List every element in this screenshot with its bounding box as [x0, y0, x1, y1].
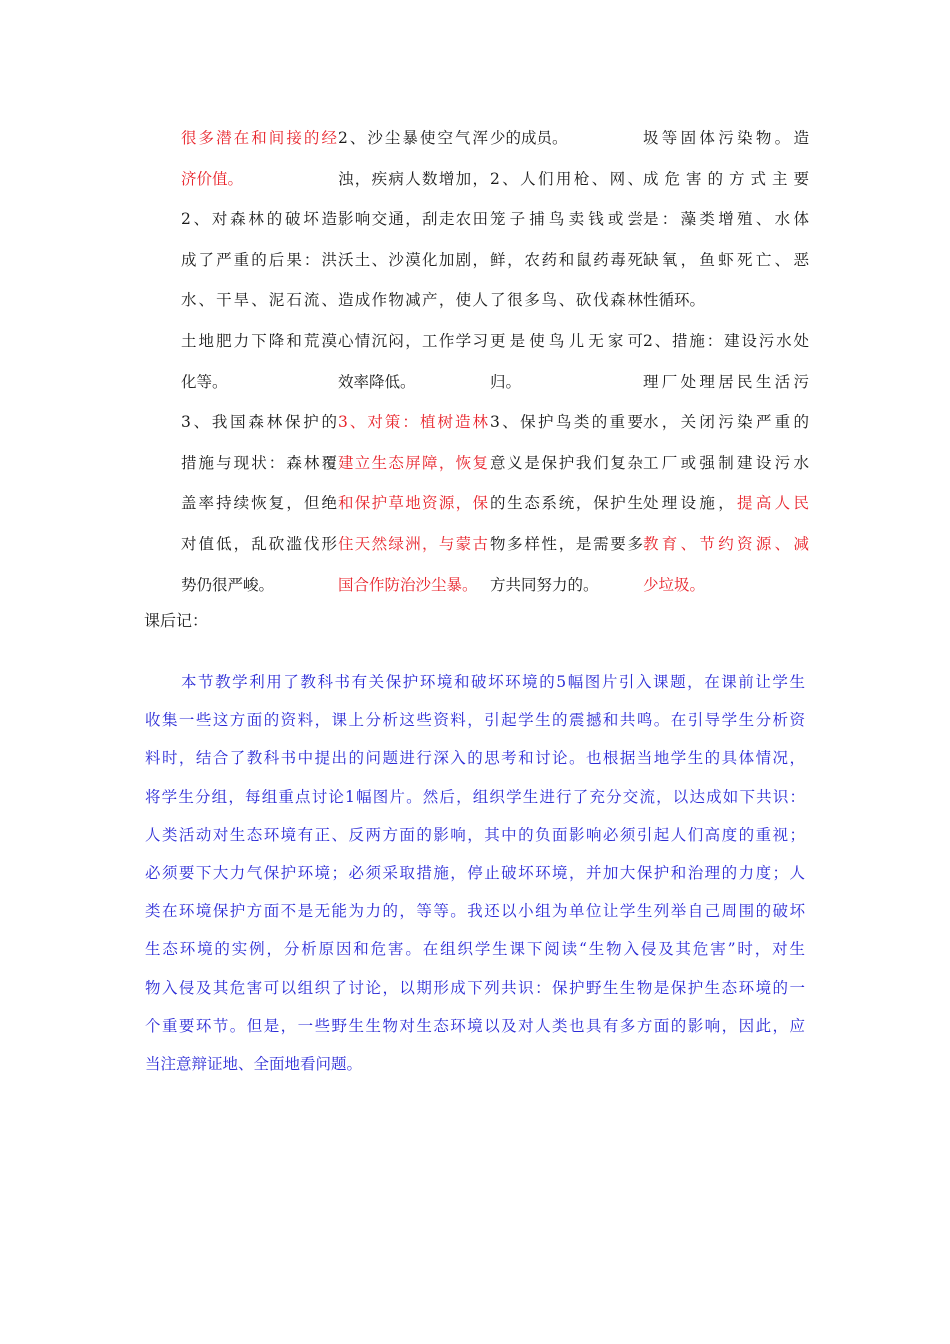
column-1-line: 措施与现状：森林覆	[181, 453, 337, 472]
table-column-4	[643, 118, 809, 605]
reflection-line: 本节教学利用了教科书有关保护环境和破坏环境的5幅图片引入课题，在课前让学生	[181, 673, 805, 691]
column-2-line: 2、沙尘暴使空气浑	[338, 129, 488, 147]
column-3-line: 归。	[490, 372, 522, 391]
column-3-line: 2、人们用枪、网、	[490, 169, 643, 188]
column-2-line: 3、对策：植树造林	[338, 413, 488, 432]
reflection-line: 收集一些这方面的资料，课上分析这些资料，引起学生的震撼和共鸣。在引导学生分析资	[145, 711, 805, 730]
reflection-paragraph	[145, 663, 805, 1083]
column-4-line: 成危害的方式主要	[643, 169, 809, 188]
column-4-line: 水，关闭污染严重的	[643, 413, 809, 432]
column-3-line: 的生态系统，保护生	[490, 494, 643, 513]
column-3-line: 少的成员。	[490, 129, 568, 147]
reflection-line: 人类活动对生态环境有正、反两方面的影响，其中的负面影响必须引起人们高度的重视；	[145, 825, 805, 844]
column-3-line: 意义是保护我们复杂	[490, 453, 643, 472]
column-3-line: 鲜，农药和鼠药毒死	[490, 250, 643, 269]
column-4-line: 圾等固体污染物。造	[643, 129, 809, 147]
column-4-line: 少垃圾。	[643, 575, 706, 594]
column-2-line: 影响交通，刮走农田	[338, 210, 488, 229]
reflection-line: 类在环境保护方面不是无能为力的，等等。我还以小组为单位让学生列举自己周围的破坏	[145, 902, 805, 921]
after-class-label: 课后记：	[144, 611, 209, 630]
column-3-line: 方共同努力的。	[490, 575, 599, 594]
column-1-line: 对值低，乱砍滥伐形	[181, 534, 337, 553]
column-2-line: 效率降低。	[338, 372, 416, 391]
column-3-line: 笼子捕鸟卖钱或尝	[490, 210, 643, 229]
column-4-line: 2、措施：建设污水处	[643, 331, 809, 350]
column-2-line: 住天然绿洲，与蒙古	[338, 534, 488, 553]
column-1-line: 盖率持续恢复，但绝	[181, 494, 337, 513]
column-2-line: 造成作物减产，使人	[338, 291, 488, 310]
column-2-line: 浊，疾病人数增加，	[338, 169, 488, 188]
column-4-line: 是：藻类增殖、水体	[643, 210, 809, 229]
column-2-line: 建立生态屏障，恢复	[338, 453, 488, 472]
column-1-line: 成了严重的后果：洪	[181, 250, 337, 269]
column-1-line: 化等。	[181, 372, 228, 391]
column-2-line: 心情沉闷，工作学习	[338, 331, 488, 350]
reflection-line: 必须要下大力气保护环境；必须采取措施，停止破坏环境，并加大保护和治理的力度；人	[145, 863, 805, 882]
column-4-line-mixed	[643, 483, 809, 524]
column-2-line: 国合作防治沙尘暴。	[338, 575, 478, 594]
column-2-line: 和保护草地资源，保	[338, 494, 488, 513]
column-4-line: 工厂或强制建设污水	[643, 453, 809, 472]
reflection-line: 个重要环节。但是，一些野生生物对生态环境以及对人类也具有多方面的影响，因此，应	[145, 1016, 805, 1035]
reflection-line: 料时，结合了教科书中提出的问题进行深入的思考和讨论。也根据当地学生的具体情况，	[145, 749, 805, 768]
column-1-line: 水、干旱、泥石流、	[181, 291, 337, 310]
column-3-line: 物多样性，是需要多	[490, 534, 643, 553]
column-4-line-black-part: 处理设施，	[643, 494, 738, 513]
column-4-line: 缺氧，鱼虾死亡、恶	[643, 250, 809, 269]
reflection-line: 将学生分组，每组重点讨论1幅图片。然后，组织学生进行了充分交流，以达成如下共识：	[145, 787, 805, 806]
column-4-line-red-part: 提高人民	[737, 494, 809, 513]
column-1-line: 3、我国森林保护的	[181, 413, 337, 432]
column-1-line: 2、对森林的破坏造	[181, 210, 337, 229]
column-3-line: 3、保护鸟类的重要	[490, 413, 643, 432]
column-4-line: 性循环。	[643, 291, 706, 310]
column-1-line: 济价值。	[181, 169, 244, 188]
reflection-line: 当注意辩证地、全面地看问题。	[145, 1054, 363, 1073]
reflection-line: 物入侵及其危害可以组织了讨论，以期形成下列共识：保护野生生物是保护生态环境的一	[145, 978, 805, 997]
column-3-line: 了很多鸟、砍伐森林	[490, 291, 643, 310]
column-3-line: 更是使鸟儿无家可	[490, 331, 643, 350]
table-column-1	[181, 118, 337, 605]
reflection-line: 生态环境的实例，分析原因和危害。在组织学生课下阅读“生物入侵及其危害”时，对生	[145, 940, 805, 959]
column-1-line: 土地肥力下降和荒漠	[181, 331, 337, 350]
column-4-line: 教育、节约资源、减	[643, 534, 809, 553]
column-2-line: 沃土、沙漠化加剧，	[338, 250, 488, 269]
column-1-line: 很多潜在和间接的经	[181, 129, 337, 147]
column-4-line: 理厂处理居民生活污	[643, 372, 809, 391]
table-column-3	[490, 118, 643, 605]
column-1-line: 势仍很严峻。	[181, 575, 275, 594]
table-column-2	[338, 118, 488, 605]
